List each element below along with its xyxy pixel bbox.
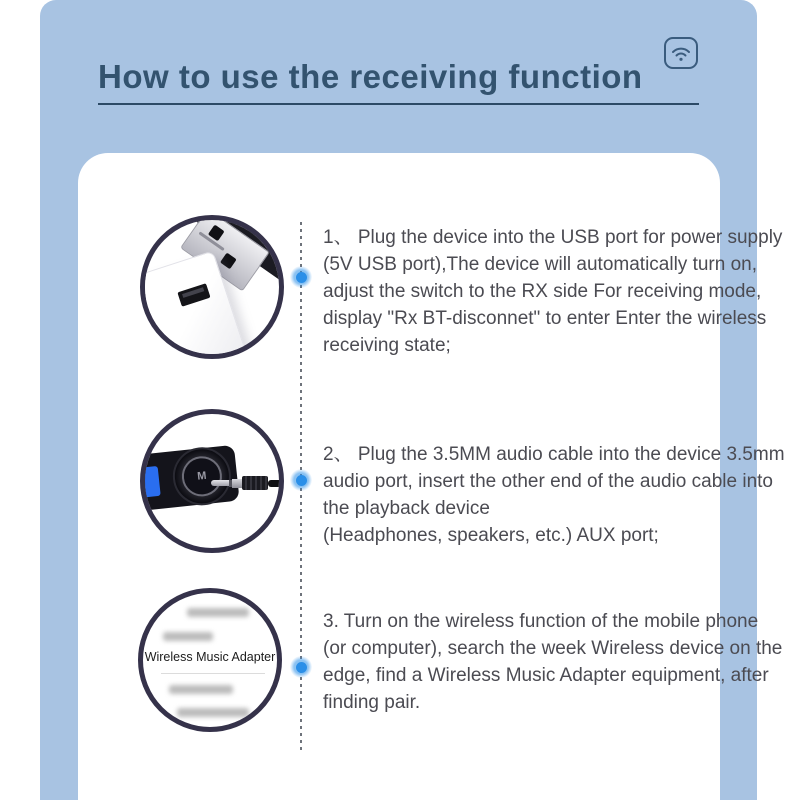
aux-jack-icon [211,476,284,490]
step-1-text: 1、 Plug the device into the USB port for power supply (5V USB port),The device will automatically turn on, adjust the switch to the RX side For receiving mode, display "Rx BT-disconnet" to enter Enter the wireless receiving state; [323,227,783,356]
step-2-text: 2、 Plug the 3.5MM audio cable into the device 3.5mm audio port, insert the other end of the audio cable into the playback device (Headphones, speakers, etc.) AUX port; [323,444,785,546]
step-1-dot [290,266,312,288]
step-2-dot [290,469,312,491]
blue-background-panel [40,0,785,800]
receiver-blue-label [140,466,161,498]
pairing-device-name: Wireless Music Adapter [144,650,276,664]
blurred-device-name [169,685,233,694]
instructions-card [78,153,785,800]
aux-cable-photo [140,409,284,553]
wifi-icon [669,43,693,63]
page-title: How to use the receiving function [98,58,643,96]
blurred-device-name [187,608,249,617]
usb-power-photo [140,215,284,359]
phone-pairing-photo [138,588,282,732]
list-divider [161,673,265,674]
receiver-dial: M [170,444,234,508]
blurred-device-name [163,632,213,641]
blurred-device-name [177,708,249,717]
usb-port [177,283,210,307]
step-3-text: 3. Turn on the wireless function of the mobile phone (or computer), search the week Wireless device on the edge, find a Wireless Music Adapter equipment, after finding pair. [323,611,783,713]
title-underline [98,103,699,105]
wifi-badge [664,37,698,69]
step-3-dot [290,656,312,678]
